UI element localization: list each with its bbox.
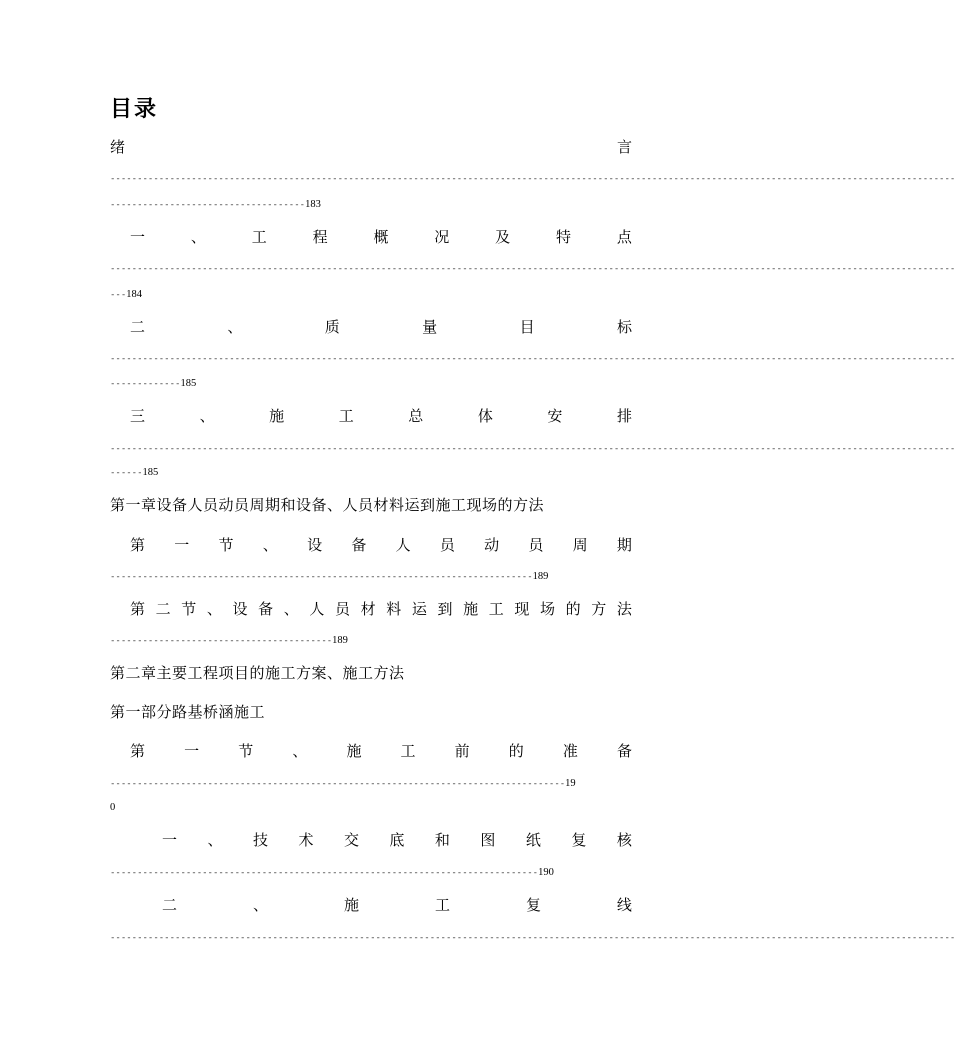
toc-char: 、 bbox=[227, 318, 243, 336]
toc-char: 料 bbox=[386, 600, 402, 618]
toc-char: 复 bbox=[571, 831, 587, 849]
toc-char: 期 bbox=[616, 536, 632, 554]
toc-char: 备 bbox=[351, 536, 367, 554]
page-number: 19 bbox=[565, 778, 576, 789]
toc-entry-section-2-1[interactable] bbox=[130, 740, 632, 762]
toc-char: 标 bbox=[616, 318, 632, 336]
toc-chapter-2[interactable]: 第二章主要工程项目的施工方案、施工方法 bbox=[110, 664, 405, 682]
toc-char: 人 bbox=[309, 600, 325, 618]
toc-char: 及 bbox=[495, 228, 511, 246]
toc-char: 设 bbox=[232, 600, 248, 618]
toc-char: 总 bbox=[408, 407, 424, 425]
page-number: 185 bbox=[180, 378, 197, 389]
toc-char: 前 bbox=[454, 742, 470, 760]
toc-char: 备 bbox=[258, 600, 274, 618]
page-number: 185 bbox=[142, 467, 159, 478]
dot-leader: ------------------------------------------------------------------------------------------------------------------------------------------------------------ bbox=[110, 264, 955, 274]
toc-char: 、 bbox=[206, 600, 222, 618]
toc-char: 一 bbox=[162, 831, 178, 849]
toc-char: 图 bbox=[480, 831, 496, 849]
toc-char: 三 bbox=[130, 407, 146, 425]
toc-char: 运 bbox=[411, 600, 427, 618]
toc-char: 备 bbox=[616, 742, 632, 760]
toc-char: 员 bbox=[528, 536, 544, 554]
toc-char: 第 bbox=[130, 742, 146, 760]
toc-char: 复 bbox=[525, 896, 541, 914]
toc-char: 工 bbox=[400, 742, 416, 760]
toc-chapter-1[interactable]: 第一章设备人员动员周期和设备、人员材料运到施工现场的方法 bbox=[110, 496, 545, 514]
toc-char: 、 bbox=[262, 536, 278, 554]
toc-char: 设 bbox=[307, 536, 323, 554]
toc-char: 节 bbox=[238, 742, 254, 760]
toc-char: 特 bbox=[556, 228, 572, 246]
toc-char: 施 bbox=[463, 600, 479, 618]
toc-char: 工 bbox=[251, 228, 267, 246]
dot-leader-end: ------------------------------------------------------------------------------189 bbox=[110, 571, 549, 582]
toc-char: 底 bbox=[389, 831, 405, 849]
page-number: 189 bbox=[532, 571, 549, 582]
toc-char: 、 bbox=[292, 742, 308, 760]
toc-char: 现 bbox=[514, 600, 530, 618]
dot-leader: ------------------------------------------------------------------------------------------------------------------------------------------------------------ bbox=[110, 444, 955, 454]
toc-char: 技 bbox=[252, 831, 268, 849]
toc-char: 工 bbox=[338, 407, 354, 425]
toc-char: 员 bbox=[439, 536, 455, 554]
toc-char: 准 bbox=[562, 742, 578, 760]
dot-leader-end: -------------185 bbox=[110, 378, 197, 389]
toc-char: 一 bbox=[130, 228, 146, 246]
toc-char: 二 bbox=[130, 318, 146, 336]
toc-char: 材 bbox=[360, 600, 376, 618]
toc-char: 、 bbox=[199, 407, 215, 425]
toc-char: 目 bbox=[519, 318, 535, 336]
toc-char: 法 bbox=[616, 600, 632, 618]
toc-char: 程 bbox=[312, 228, 328, 246]
dot-leader-end: ------185 bbox=[110, 467, 159, 478]
toc-entry-section-1-2[interactable] bbox=[130, 598, 632, 620]
toc-char: 概 bbox=[373, 228, 389, 246]
page-number: 189 bbox=[332, 635, 348, 646]
toc-char: 交 bbox=[343, 831, 359, 849]
toc-char: 、 bbox=[207, 831, 223, 849]
toc-char: 周 bbox=[572, 536, 588, 554]
dot-leader: ------------------------------------------------------------------------------------------------------------------------------------------------------------ bbox=[110, 174, 955, 184]
toc-char: 施 bbox=[346, 742, 362, 760]
toc-char: 施 bbox=[343, 896, 359, 914]
toc-char: 言 bbox=[616, 138, 632, 156]
toc-char: 量 bbox=[422, 318, 438, 336]
dot-leader: ------------------------------------------------------------------------------------------------------------------------------------------------------------ bbox=[110, 933, 955, 943]
dot-leader-end: -------------------------------------------------------------------------------190 bbox=[110, 867, 554, 878]
toc-char: 安 bbox=[547, 407, 563, 425]
toc-char: 二 bbox=[162, 896, 178, 914]
toc-char: 纸 bbox=[525, 831, 541, 849]
toc-char: 第 bbox=[130, 600, 146, 618]
toc-char: 工 bbox=[434, 896, 450, 914]
toc-char: 一 bbox=[174, 536, 190, 554]
toc-char: 况 bbox=[434, 228, 450, 246]
toc-char: 到 bbox=[437, 600, 453, 618]
toc-char: 工 bbox=[488, 600, 504, 618]
toc-entry-section-1-1[interactable] bbox=[130, 534, 632, 556]
toc-char: 场 bbox=[540, 600, 556, 618]
toc-char: 术 bbox=[298, 831, 314, 849]
dot-leader-end: ------------------------------------183 bbox=[110, 199, 321, 210]
toc-char: 二 bbox=[155, 600, 171, 618]
toc-char: 、 bbox=[190, 228, 206, 246]
toc-entry-quality[interactable] bbox=[130, 316, 632, 338]
toc-char: 节 bbox=[218, 536, 234, 554]
dot-leader-end: ---184 bbox=[110, 289, 143, 300]
page-number: 190 bbox=[538, 867, 554, 878]
toc-char: 和 bbox=[434, 831, 450, 849]
toc-entry-survey[interactable] bbox=[162, 894, 632, 916]
toc-char: 一 bbox=[184, 742, 200, 760]
toc-char: 施 bbox=[269, 407, 285, 425]
page-number: 184 bbox=[126, 289, 143, 300]
toc-char: 体 bbox=[477, 407, 493, 425]
toc-char: 线 bbox=[616, 896, 632, 914]
toc-entry-preface[interactable] bbox=[110, 136, 632, 158]
toc-char: 员 bbox=[335, 600, 351, 618]
page-number-wrap: 0 bbox=[110, 802, 116, 813]
toc-char: 的 bbox=[565, 600, 581, 618]
toc-char: 的 bbox=[508, 742, 524, 760]
toc-char: 排 bbox=[616, 407, 632, 425]
toc-char: 动 bbox=[484, 536, 500, 554]
page-number: 183 bbox=[305, 199, 321, 210]
dot-leader: ------------------------------------------------------------------------------------------------------------------------------------------------------------ bbox=[110, 354, 955, 364]
toc-char: 点 bbox=[616, 228, 632, 246]
toc-entry-arrangement[interactable] bbox=[130, 405, 632, 427]
toc-entry-overview[interactable] bbox=[130, 226, 632, 248]
toc-char: 节 bbox=[181, 600, 197, 618]
dot-leader-end: ------------------------------------------------------------------------------------19 bbox=[110, 778, 576, 789]
toc-title: 目录 bbox=[110, 97, 159, 122]
toc-char: 、 bbox=[283, 600, 299, 618]
toc-char: 方 bbox=[591, 600, 607, 618]
toc-part-1[interactable]: 第一部分路基桥涵施工 bbox=[110, 703, 266, 721]
toc-char: 绪 bbox=[110, 138, 126, 156]
toc-entry-tech-briefing[interactable] bbox=[162, 829, 632, 851]
toc-char: 核 bbox=[616, 831, 632, 849]
toc-char: 、 bbox=[252, 896, 268, 914]
toc-char: 第 bbox=[130, 536, 146, 554]
dot-leader-end: -----------------------------------------189 bbox=[110, 635, 348, 646]
toc-char: 人 bbox=[395, 536, 411, 554]
toc-char: 质 bbox=[324, 318, 340, 336]
